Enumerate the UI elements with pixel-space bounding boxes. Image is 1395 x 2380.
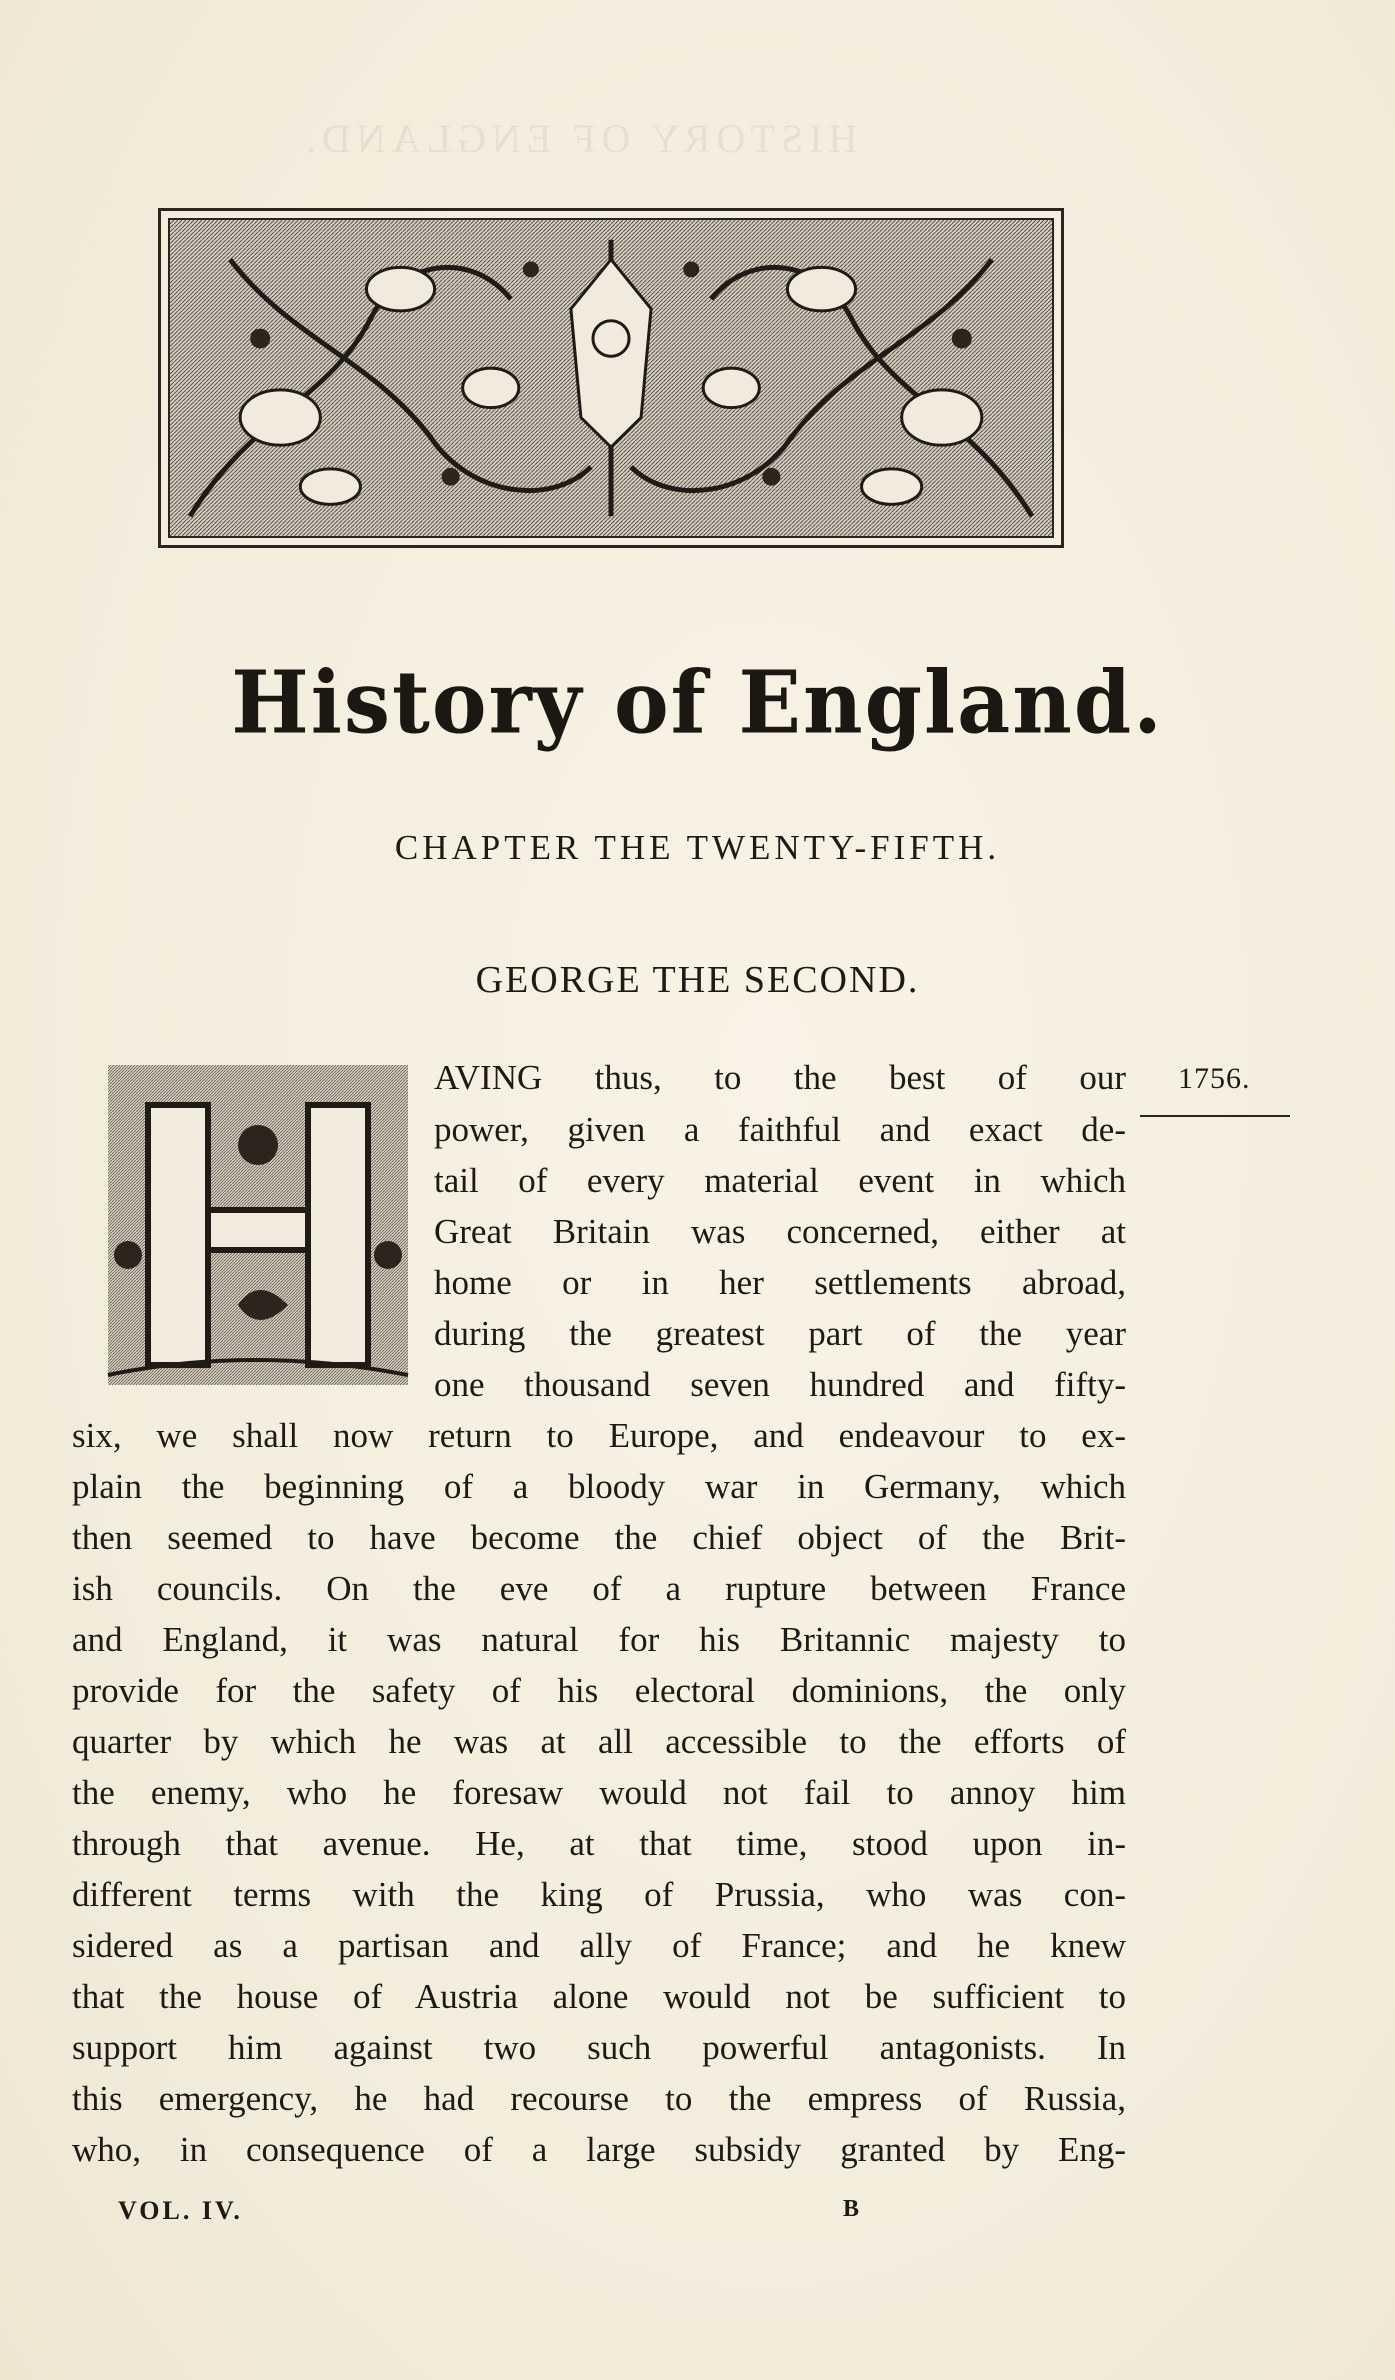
body-line: Great Britain was concerned, either at xyxy=(434,1212,1126,1251)
body-line: sidered as a partisan and ally of France; and he knew xyxy=(72,1926,1126,1965)
margin-date: 1756. xyxy=(1178,1062,1251,1095)
drop-cap-image xyxy=(88,1055,418,1395)
foliage-engraving-image xyxy=(170,220,1052,536)
body-line: AVING thus, to the best of our xyxy=(434,1058,1126,1097)
body-line: power, given a faithful and exact de- xyxy=(434,1110,1126,1149)
body-line: quarter by which he was at all accessible to the efforts of xyxy=(72,1722,1126,1761)
body-line: provide for the safety of his electoral dominions, the only xyxy=(72,1671,1126,1710)
body-line: support him against two such powerful antagonists. In xyxy=(72,2028,1126,2067)
body-line: this emergency, he had recourse to the empress of Russia, xyxy=(72,2079,1126,2118)
chapter-heading: CHAPTER THE TWENTY-FIFTH. xyxy=(394,828,1001,867)
body-line: the enemy, who he foresaw would not fail to annoy him xyxy=(72,1773,1126,1812)
body-line: who, in consequence of a large subsidy granted by Eng- xyxy=(72,2130,1126,2169)
body-line: through that avenue. He, at that time, stood upon in- xyxy=(72,1824,1126,1863)
page-title: History of England. xyxy=(231,652,1164,754)
margin-rule xyxy=(1140,1115,1290,1117)
show-through-text: HISTORY OF ENGLAND. xyxy=(300,116,858,161)
body-line: during the greatest part of the year xyxy=(434,1314,1126,1353)
volume-marker: VOL. IV. xyxy=(118,2196,243,2225)
ornamental-drop-cap xyxy=(88,1055,418,1395)
reign-heading: GEORGE THE SECOND. xyxy=(475,959,920,1001)
decorative-headpiece xyxy=(158,208,1064,548)
body-line: one thousand seven hundred and fifty- xyxy=(434,1365,1126,1404)
body-line: ish councils. On the eve of a rupture between France xyxy=(72,1569,1126,1608)
body-line: plain the beginning of a bloody war in Germany, which xyxy=(72,1467,1126,1506)
body-line: home or in her settlements abroad, xyxy=(434,1263,1126,1302)
body-line: that the house of Austria alone would not be sufficient to xyxy=(72,1977,1126,2016)
body-line: tail of every material event in which xyxy=(434,1161,1126,1200)
body-line: six, we shall now return to Europe, and endeavour to ex- xyxy=(72,1416,1126,1455)
body-line: different terms with the king of Prussia, who was con- xyxy=(72,1875,1126,1914)
signature-mark: B xyxy=(843,2196,860,2222)
body-line: and England, it was natural for his Britannic majesty to xyxy=(72,1620,1126,1659)
body-line: then seemed to have become the chief object of the Brit- xyxy=(72,1518,1126,1557)
